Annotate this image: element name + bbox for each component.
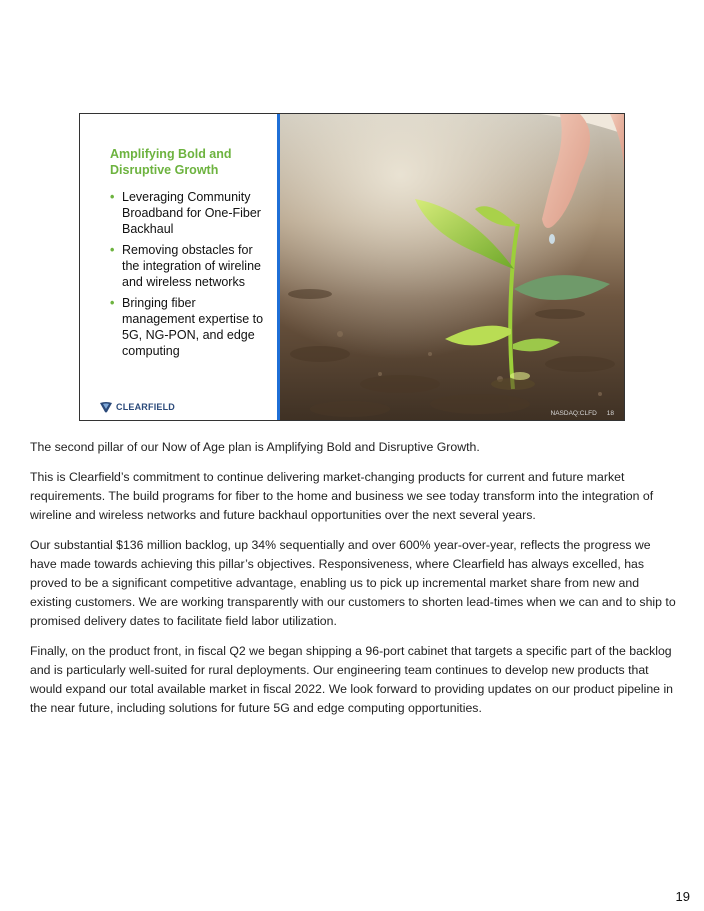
paragraph: The second pillar of our Now of Age plan is Amplifying Bold and Disruptive Growth.: [30, 440, 480, 454]
clearfield-logo: [99, 401, 175, 413]
paragraph: Finally, on the product front, in fiscal Q2 we began shipping a 96-port cabinet that targets a specific part of the backlog and is particularly well-suited for rural deployments. Our engineering team continues to develop new products that would expand our total available market in fiscal 2022. We look forward to providing updates on our product pipeline in the near future, including solutions for future 5G and edge computing opportunities.: [30, 644, 674, 715]
clearfield-logo-icon: [99, 401, 113, 413]
highlighted-phrase: Amplifying Bold and Disruptive Growth.: [266, 440, 480, 454]
seedling-illustration: [280, 114, 624, 420]
body-text: [30, 438, 678, 729]
page-number: 19: [675, 889, 690, 904]
slide-bullet: • Leveraging Community Broadband for One-Fiber Backhaul: [110, 190, 261, 236]
slide-bullet-list: [110, 189, 270, 364]
paragraph: This is Clearfield’s commitment to continue delivering market-changing products for current and future market requirements. The build programs for fiber to the home and business we see today transform into the integration of wireline and wireless networks and future backhaul opportunities over the next several years.: [30, 470, 654, 522]
slide-image: [79, 113, 625, 421]
logo-text: CLEARFIELD: [116, 402, 175, 412]
slide-title: Amplifying Bold and Disruptive Growth: [110, 147, 232, 177]
slide-bullet: • Bringing fiber management expertise to 5G, NG-PON, and edge computing: [110, 296, 264, 358]
paragraph: Our substantial $136 million backlog, up 34% sequentially and over 600% year-over-year, reflects the progress we have made towards achieving this pillar’s objectives. Responsiveness, where Clearfield has always excelled, has proved to be a significant competitive advantage, enabling us to pick up incremental market share from new and existing customers. We are working transparently with our customers to shorten lead-times when we can and to ship to promised delivery dates to facilitate field labor utilization.: [30, 538, 676, 628]
bullet-dot-icon: •: [110, 190, 115, 204]
seedling-photo: [280, 114, 624, 420]
slide-footer-page: 18: [606, 410, 614, 417]
bullet-dot-icon: •: [110, 243, 115, 257]
bullet-dot-icon: •: [110, 296, 115, 310]
slide-footer-ticker: NASDAQ:CLFD: [550, 410, 597, 417]
slide-bullet: • Removing obstacles for the integration of wireline and wireless networks: [110, 243, 261, 289]
slide-text-panel: [80, 114, 277, 420]
slide-footer: [541, 410, 614, 417]
